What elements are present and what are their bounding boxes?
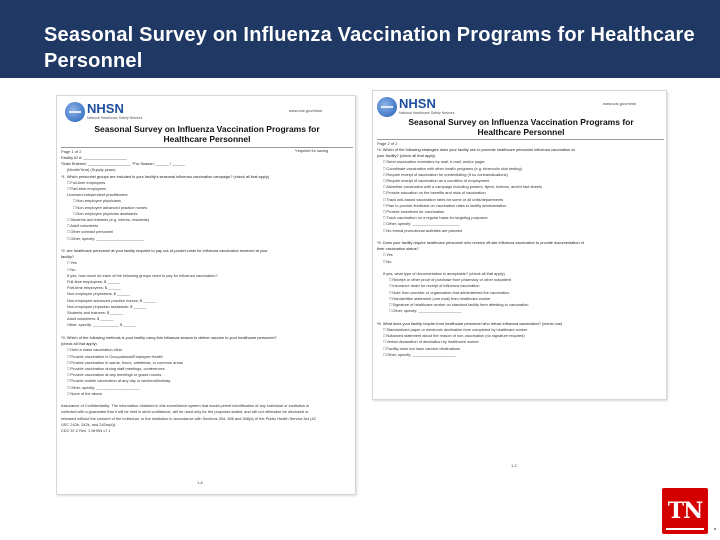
form-line: □ Require receipt of vaccination as a condition of employment — [383, 178, 490, 184]
form-line: your facility? (check all that apply) — [377, 153, 436, 159]
nhsn-logo-subtitle: National Healthcare Safety Network — [399, 111, 455, 115]
form-body — [61, 155, 353, 434]
form-line: □ No formal promotional activities are planned — [383, 227, 463, 233]
form-line: □ Require receipt of vaccination for credentialing (if no contraindications) — [383, 171, 508, 177]
form-line: □ Other, specify: ____________________ — [67, 384, 140, 390]
form-line: *3. Which of the following methods is your facility using this influenza season to deliver vaccine to your healthcare personnel? — [61, 334, 277, 340]
form-line: CDC 57.2 Rev. 1 NHSN v7.1 — [61, 427, 111, 433]
form-line: □ Other contract personnel — [67, 229, 114, 235]
form-line: If yes, what type of documentation is acceptable? (check all that apply) — [383, 271, 505, 277]
page-dot — [714, 528, 716, 530]
form-page-1 — [56, 95, 356, 495]
form-line: □ Verbal declaration of declination by healthcare worker — [383, 339, 479, 345]
form-line: □ Facility does not track vaccine declinations — [383, 345, 460, 351]
form-line: □ Handwritten statement (one mail) from healthcare worker — [389, 295, 491, 301]
form-line: USC 242b, 242k, and 242m(d)). — [61, 421, 117, 427]
form-line: □ Yes — [67, 260, 77, 266]
form-line: □ Send vaccination reminders by mail, e-mail, and/or pager — [383, 159, 485, 165]
globe-icon — [377, 97, 397, 117]
nhsn-logo-subtitle: National Healthcare Safety Network — [87, 116, 143, 120]
form-line: □ Advertise vaccination with a campaign including posters, flyers, buttons, and/or fact sheets — [383, 184, 542, 190]
form-line: their vaccination status? — [377, 246, 419, 252]
form-line: □ Track vaccination on a regular basis for targeting purposes — [383, 215, 488, 221]
nhsn-logo — [65, 102, 142, 122]
form-line: Non-employee physicians: $ ______ — [67, 291, 130, 297]
form-line: □ Provide incentives for vaccination — [383, 209, 445, 215]
form-line: □ Coordinate vaccination with other health programs (e.g. tuberculin skin testing) — [383, 165, 522, 171]
form-line: □ Note from provider or organization that administered the vaccination — [389, 289, 510, 295]
form-line: Licensed independent practitioners: — [67, 192, 129, 198]
form-line: □ Other, specify: ______________________ — [67, 235, 144, 241]
form-line: □ Non-employee physician assistants — [73, 210, 138, 216]
form-url: www.cdc.gov/nhsn — [603, 101, 637, 106]
form-line: □ Standardized paper or electronic declination form completed by healthcare worker — [383, 326, 528, 332]
form-line: (check all that apply) — [61, 341, 97, 347]
form-title-line-2: Healthcare Personnel — [477, 127, 565, 137]
divider — [61, 147, 353, 148]
form-url: www.cdc.gov/nhsn — [289, 108, 323, 113]
form-line: □ Provide vaccination in Occupational/Employee Health — [67, 353, 163, 359]
nhsn-logo-word: NHSN — [399, 96, 436, 111]
form-line: Part-time employees: $ ______ — [67, 285, 122, 291]
form-line: □ Part-time employees — [67, 186, 107, 192]
form-line: □ Notarized statement about the reason of non-vaccination (no signature required) — [383, 333, 525, 339]
form-line: □ Provide mobile vaccination at any day or weekend/holiday — [67, 378, 171, 384]
slide-title: Seasonal Survey on Influenza Vaccination Programs for Healthcare Personnel — [44, 24, 695, 72]
form-line: *2. Are healthcare personnel at your facility required to pay out-of-pocket costs for influenza vaccination received at your — [61, 248, 268, 254]
form-title-line-1: Seasonal Survey on Influenza Vaccination Programs for — [94, 124, 320, 134]
form-line: □ Provide vaccination in wards, floors, cafeterias, or common areas — [67, 359, 183, 365]
nhsn-logo-word: NHSN — [87, 101, 124, 116]
form-line: *5. Does your facility require healthcare personnel who receive off-site influenza vaccination to provide documentation of — [377, 240, 584, 246]
form-line: □ Insurance claim for receipt of influenza vaccination — [389, 283, 480, 289]
divider — [377, 139, 664, 140]
form-line: □ Other, specify: ____________________ — [389, 308, 462, 314]
form-line: Adult volunteers: $ ______ — [67, 316, 114, 322]
form-title-line-2: Healthcare Personnel — [163, 134, 251, 144]
form-line: released without the consent of the individual, or the institution in accordance with Sections 304, 306 and 308(d) of the Public Health Service Act (42 — [61, 415, 316, 421]
form-line: Full-time employees: $ ______ — [67, 279, 121, 285]
form-line: Non-employee physician assistants: $ ______ — [67, 303, 147, 309]
globe-icon — [65, 102, 85, 122]
form-line: Facility ID #: ____________________ — [61, 155, 127, 160]
footer-page-number: 1-2 — [511, 463, 517, 468]
title-bar — [0, 0, 720, 78]
form-line: Students and trainees: $ ______ — [67, 310, 124, 316]
form-line: □ Receipt or other proof of purchase from pharmacy or other outpatient — [389, 277, 512, 283]
page-label: Page 1 of 2 — [61, 149, 82, 154]
form-line: collected with a guarantee that it will be held in strict confidence, will be used only for the purposes stated, and will not otherwise be disclosed or — [61, 409, 309, 415]
form-line: □ Non-employee advanced practice nurses — [73, 204, 148, 210]
form-line: □ Other, specify: ______________________ — [383, 221, 460, 227]
form-title — [391, 117, 651, 137]
page-label: Page 2 of 2 — [377, 141, 398, 146]
form-line: □ No — [67, 266, 76, 272]
form-line: *4. Which of the following strategies does your facility use to promote healthcare personnel influenza vaccination at — [377, 147, 575, 152]
form-page-2 — [372, 90, 667, 468]
form-line: facility? — [61, 254, 74, 260]
tn-state-logo — [662, 488, 708, 534]
form-line: *6. What does your facility require from healthcare personnel who refuse influenza vaccination? (check one) — [377, 320, 563, 326]
form-line: If yes, how much do each of the following groups need to pay for influenza vaccination? — [67, 272, 218, 278]
form-line: □ Other, specify: ____________________ — [383, 351, 456, 357]
nhsn-logo — [377, 97, 454, 117]
form-line: *Date Entered: ____________________ *For Season: ______ / ______ — [61, 161, 185, 167]
form-line: Other, specify: ____________ $ ______ — [67, 322, 137, 328]
form-title-line-1: Seasonal Survey on Influenza Vaccination Programs for — [408, 117, 634, 127]
form-line: □ None of the above — [67, 390, 103, 396]
form-line: □ Provide vaccination during staff meetings, conferences — [67, 365, 165, 371]
form-line: □ No — [383, 258, 392, 264]
form-line: □ Held a mass vaccination clinic — [67, 347, 123, 353]
required-note: *required for saving — [295, 149, 328, 153]
form-line: □ Students and trainees (e.g. interns, residents) — [67, 217, 150, 223]
footer-page-number: 1-5 — [197, 480, 203, 485]
form-line: *1. Which personnel groups are included in your facility's seasonal influenza vaccination campaign? (check all that apply) — [61, 173, 270, 179]
form-body — [377, 147, 664, 358]
form-line: □ Provide education on the benefits and risks of vaccination — [383, 190, 486, 196]
form-line: □ Adult volunteers — [67, 223, 99, 229]
form-line: Non-employee advanced practice nurses: $ ______ — [67, 297, 157, 303]
form-line: □ Full-time employees — [67, 179, 106, 185]
form-line: Assurance of Confidentiality: The information obtained in this surveillance system that would permit identification of any individual or institution is — [61, 403, 309, 409]
form-title — [77, 124, 337, 144]
tn-logo-text: TN — [667, 498, 703, 524]
form-line: □ Non-employee physicians — [73, 198, 121, 204]
form-line: (Month/Year) (Supply years) — [67, 167, 116, 173]
form-line: □ Track unit-based vaccination rates for some or all units/departments — [383, 196, 504, 202]
form-line: □ Provide vaccination at any meetings or grand rounds — [67, 372, 162, 378]
form-line: □ Signature of healthcare worker on standard facility form attesting to vaccination — [389, 302, 529, 308]
form-line: □ Plan to provide feedback on vaccination rates to facility administration — [383, 202, 507, 208]
form-line: □ Yes — [383, 252, 393, 258]
